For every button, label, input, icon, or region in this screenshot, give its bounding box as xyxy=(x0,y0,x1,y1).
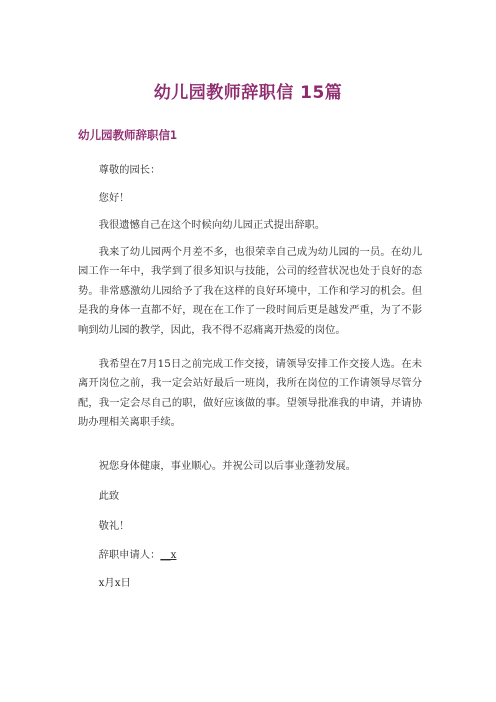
paragraph-text: 我来了幼儿园两个月差不多，也很荣幸自己成为幼儿园的一员。在幼儿园工作一年中，我学到了很多知识与技能，公司的经营状况也处于良好的态势。非常感激幼儿园给予了我在这样的良好环境中，工作和学习的机会。但是我的身体一直都不好，现在在工作了一段时间后更是越发严重，为了不影响到幼儿园的教学，因此，我不得不忍痛离开热爱的岗位。 xyxy=(78,246,422,336)
closing-text: 此致 xyxy=(98,490,120,502)
date-line xyxy=(78,574,422,593)
section-heading: 幼儿园教师辞职信1 xyxy=(78,128,177,142)
paragraph-4 xyxy=(78,457,422,476)
paragraph-text: 我希望在7月15日之前完成工作交接，请领导安排工作交接人选。在未离开岗位之前，我一定会站好最后一班岗，我所在岗位的工作请领导尽管分配，我一定会尽自己的职，做好应该做的事。望领导批准我的申请，并请协助办理相关离职手续。 xyxy=(78,358,422,429)
paragraph-2 xyxy=(78,243,422,340)
paragraph-text: 我很遗憾自己在这个时候向幼儿园正式提出辞职。 xyxy=(98,219,326,231)
signer-label: 辞职申请人： xyxy=(98,549,161,561)
paragraph-3 xyxy=(78,355,422,433)
closing-1 xyxy=(78,487,422,506)
salutation-text: 尊敬的园长： xyxy=(98,164,161,176)
signer-line xyxy=(78,546,422,565)
paragraph-text: 祝您身体健康，事业顺心。并祝公司以后事业蓬勃发展。 xyxy=(98,460,357,472)
salutation xyxy=(78,161,422,180)
document-title: 幼儿园教师辞职信 15篇 xyxy=(153,83,343,103)
signer-name: __x xyxy=(160,549,177,561)
greeting-text: 您好！ xyxy=(98,192,130,204)
closing-2 xyxy=(78,517,422,536)
date-text: x月x日 xyxy=(98,577,131,589)
paragraph-1 xyxy=(78,216,422,235)
greeting xyxy=(78,189,422,208)
closing-text: 敬礼！ xyxy=(98,520,130,532)
